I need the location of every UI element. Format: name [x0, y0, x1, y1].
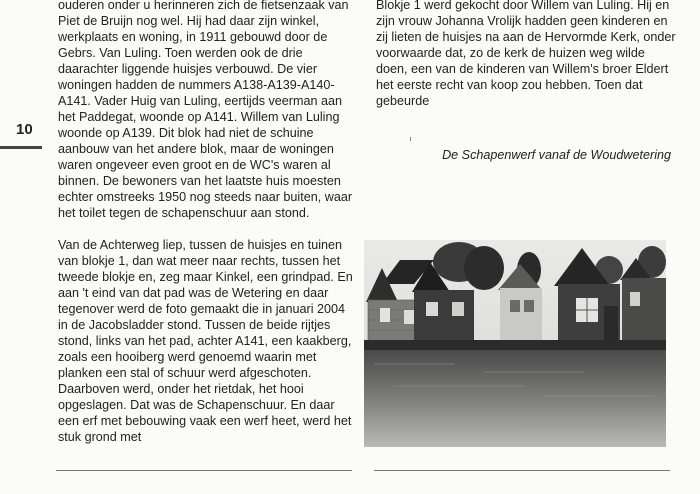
water — [364, 350, 666, 447]
photo-caption: De Schapenwerf vanaf de Woudwetering — [442, 148, 671, 162]
left-paragraph-2: Van de Achterweg liep, tussen de huisjes en tuinen van blokje 1, dan wat meer naar rechts, tussen het tweede blokje en, zeg maar Kinkel, een grindpad. En aan 't eind van dat pad was de Wetering en daar tegenover werd de foto gemaakt die in januari 2004 in de Jacobsladder stond. Tussen de beide rijtjes stond, links van het pad, achter A141, een kaakberg, zoals een hooiberg werd genoemd waarin met planken een stal of schuur werd afgeschoten. Daarboven werd, onder het rietdak, het hooi opgeslagen. Dat was de Schapenschuur. En daar een erf met bebouwing vaak een werf heet, werd het stuk grond met — [58, 238, 353, 444]
page-number: 10 — [16, 121, 33, 138]
right-column — [376, 0, 676, 109]
scan-mark — [410, 137, 411, 141]
footer-rule-left — [56, 470, 352, 471]
right-paragraph-1: Blokje 1 werd gekocht door Willem van Luling. Hij en zijn vrouw Johanna Vrolijk hadden geen kinderen en zij lieten de huisjes na aan de Hervormde Kerk, onder voorwaarde dat, zo de kerk de huizen weg wilde doen, een van de kinderen van Willem's broer Eldert het eerste recht van koop zou hebben. Toen dat gebeurde — [376, 0, 676, 108]
footer-rule-right — [374, 470, 670, 471]
left-paragraph-1: ouderen onder u herinneren zich de fietsenzaak van Piet de Bruijn nog wel. Hij had daar zijn winkel, werkplaats en woning, in 1911 gebouwd door de Gebrs. Van Luling. Toen werden ook de drie daarachter liggende huisjes verbouwd. De vier woningen hadden de nummers A138-A139-A140-A141. Vader Huig van Luling, eertijds veerman aan het Paddegat, woonde op A141. Willem van Luling woonde op A139. Dit blok had niet de schuine aanbouw van het andere blok, maar de woningen waren ongeveer even groot en de WC's waren al binnen. De bewoners van het laatste huis moesten echter omstreeks 1950 nog steeds naar buiten, waar het toilet tegen de schapenschuur aan stond. — [58, 0, 353, 220]
photo-schapenwerf — [364, 240, 666, 447]
left-column — [58, 0, 358, 445]
page-number-marker — [0, 146, 42, 149]
